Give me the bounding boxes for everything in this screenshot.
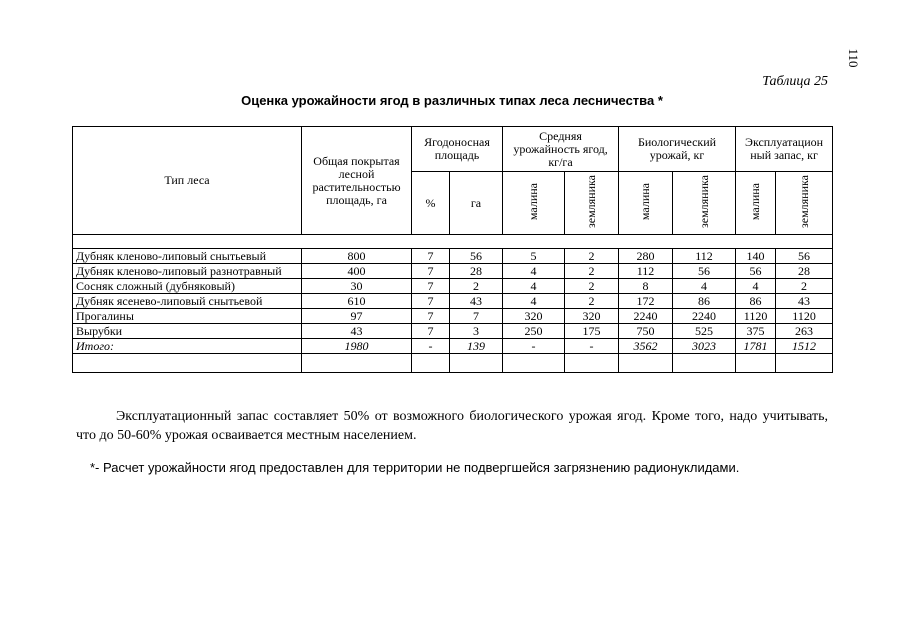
cell: 28 (450, 264, 503, 279)
header-exploit: Эксплуатацион ный запас, кг (736, 127, 833, 172)
header-avg-strawberry (565, 172, 619, 235)
header-berry-area: Ягодоносная площадь (412, 127, 503, 172)
padding-row (73, 354, 833, 373)
cell (450, 354, 503, 373)
cell: 2240 (619, 309, 673, 324)
table-row (73, 279, 833, 294)
cell: 112 (673, 249, 736, 264)
cell: 56 (736, 264, 776, 279)
cell: 263 (776, 324, 833, 339)
body-paragraph: Эксплуатационный запас составляет 50% от возможного биологического урожая ягод. Кроме того, надо учитывать, что до 50-60% урожая осваивается местным населением. (76, 409, 828, 443)
footnote: *- Расчет урожайности ягод предоставлен для территории не подвергшейся загрязнению радионуклидами. (90, 460, 740, 475)
header-bio-strawberry (673, 172, 736, 235)
berry-yield-table (72, 126, 833, 373)
total-cell: 3023 (673, 339, 736, 354)
cell: Прогалины (73, 309, 302, 324)
table-row (73, 294, 833, 309)
header-forest-type: Тип леса (73, 127, 302, 235)
header-avg-raspberry (503, 172, 565, 235)
total-label: Итого: (73, 339, 302, 354)
cell (673, 354, 736, 373)
total-cell: - (503, 339, 565, 354)
cell: 8 (619, 279, 673, 294)
cell: 800 (302, 249, 412, 264)
header-bio-yield: Биологический урожай, кг (619, 127, 736, 172)
cell: 2 (565, 294, 619, 309)
cell (73, 354, 302, 373)
spacer-cell (73, 235, 833, 249)
cell: 43 (302, 324, 412, 339)
header-exp-raspberry-label: малина (748, 182, 763, 221)
cell: 2 (565, 279, 619, 294)
header-pct: % (412, 172, 450, 235)
cell: 7 (412, 324, 450, 339)
cell: 56 (776, 249, 833, 264)
cell: 7 (412, 294, 450, 309)
cell: 3 (450, 324, 503, 339)
table-row (73, 264, 833, 279)
cell: Дубняк кленово-липовый разнотравный (73, 264, 302, 279)
cell: 7 (450, 309, 503, 324)
cell (736, 354, 776, 373)
cell: 7 (412, 279, 450, 294)
cell: 2 (776, 279, 833, 294)
cell: 30 (302, 279, 412, 294)
cell: 4 (503, 264, 565, 279)
cell: 375 (736, 324, 776, 339)
table-row (73, 249, 833, 264)
spacer-row (73, 235, 833, 249)
cell: 86 (673, 294, 736, 309)
cell: 2 (450, 279, 503, 294)
total-row (73, 339, 833, 354)
header-avg-raspberry-label: малина (526, 182, 541, 221)
cell: 4 (673, 279, 736, 294)
cell: 56 (450, 249, 503, 264)
cell: 97 (302, 309, 412, 324)
cell: 5 (503, 249, 565, 264)
header-avg-strawberry-label: земляника (584, 175, 599, 228)
total-cell: 3562 (619, 339, 673, 354)
cell: 28 (776, 264, 833, 279)
cell: 140 (736, 249, 776, 264)
table-row (73, 309, 833, 324)
cell: 112 (619, 264, 673, 279)
cell: 525 (673, 324, 736, 339)
total-cell: 1781 (736, 339, 776, 354)
page-number: 110 (846, 48, 861, 68)
cell: 4 (736, 279, 776, 294)
cell: Дубняк ясенево-липовый снытьевой (73, 294, 302, 309)
cell: 280 (619, 249, 673, 264)
cell: 400 (302, 264, 412, 279)
cell: 43 (450, 294, 503, 309)
header-bio-raspberry-label: малина (638, 182, 653, 221)
cell: 172 (619, 294, 673, 309)
cell: Дубняк кленово-липовый снытьевый (73, 249, 302, 264)
cell: Вырубки (73, 324, 302, 339)
table-title: Оценка урожайности ягод в различных типах леса лесничества * (241, 93, 663, 108)
cell: 86 (736, 294, 776, 309)
cell (619, 354, 673, 373)
total-cell: - (412, 339, 450, 354)
cell: 2 (565, 264, 619, 279)
cell: 1120 (776, 309, 833, 324)
total-cell: 1980 (302, 339, 412, 354)
table-label: Таблица 25 (762, 74, 828, 89)
cell: 7 (412, 264, 450, 279)
cell: Сосняк сложный (дубняковый) (73, 279, 302, 294)
cell: 610 (302, 294, 412, 309)
header-bio-strawberry-label: земляника (696, 175, 711, 228)
cell: 320 (503, 309, 565, 324)
cell: 175 (565, 324, 619, 339)
header-exp-strawberry (776, 172, 833, 235)
cell (503, 354, 565, 373)
header-bio-raspberry (619, 172, 673, 235)
cell (302, 354, 412, 373)
cell: 7 (412, 249, 450, 264)
cell (776, 354, 833, 373)
cell: 750 (619, 324, 673, 339)
table-row (73, 324, 833, 339)
cell: 2 (565, 249, 619, 264)
header-exp-raspberry (736, 172, 776, 235)
cell: 320 (565, 309, 619, 324)
cell (565, 354, 619, 373)
header-ha: га (450, 172, 503, 235)
cell: 250 (503, 324, 565, 339)
total-cell: 1512 (776, 339, 833, 354)
cell: 1120 (736, 309, 776, 324)
total-cell: 139 (450, 339, 503, 354)
cell: 4 (503, 294, 565, 309)
cell: 4 (503, 279, 565, 294)
header-avg-yield: Средняя урожайность ягод, кг/га (503, 127, 619, 172)
cell: 2240 (673, 309, 736, 324)
cell (412, 354, 450, 373)
cell: 56 (673, 264, 736, 279)
cell: 43 (776, 294, 833, 309)
total-cell: - (565, 339, 619, 354)
header-total-area: Общая покрытая лесной растительностью площадь, га (302, 127, 412, 235)
header-exp-strawberry-label: земляника (796, 175, 811, 228)
cell: 7 (412, 309, 450, 324)
